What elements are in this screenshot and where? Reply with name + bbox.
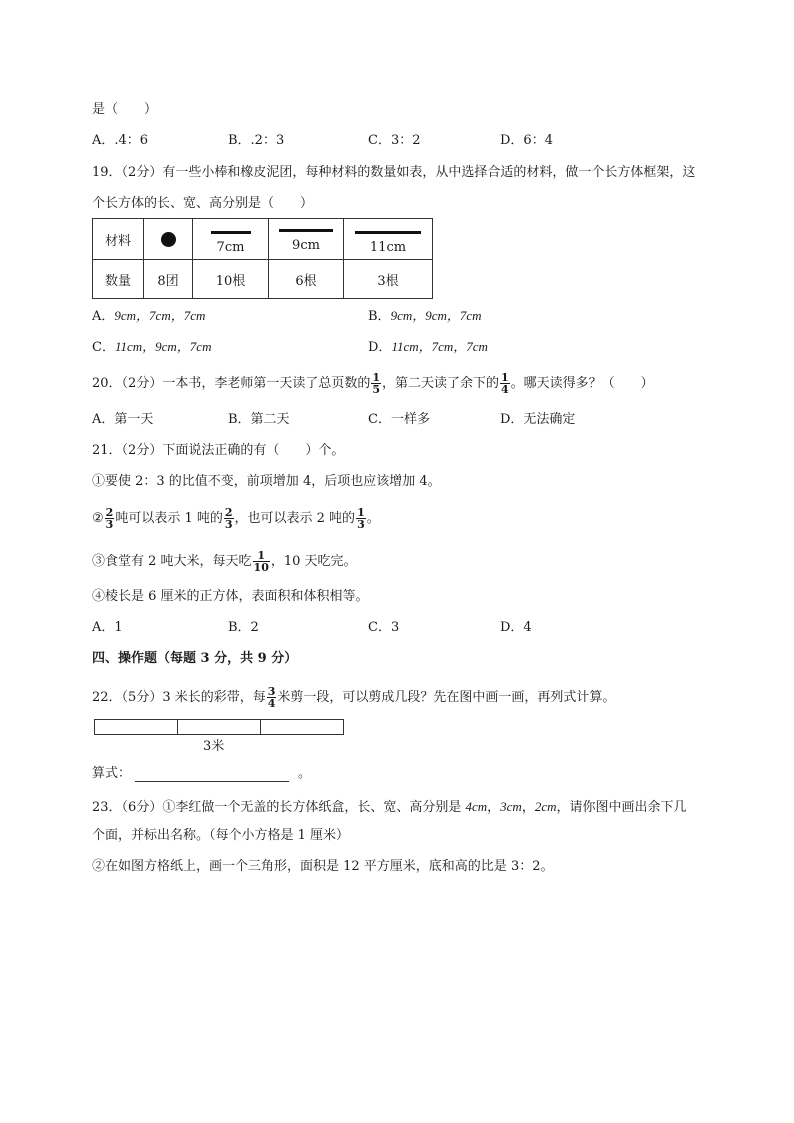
fraction-one-fifth: $\frac{1}{5}$ [372,371,380,396]
fraction-two-thirds: $\frac{2}{3}$ [105,506,114,531]
q19-option-d: D．11cm，7cm，7cm [368,339,488,355]
stick-9cm-icon [279,229,333,232]
q19-option-c: C．11cm，9cm，7cm [92,339,212,355]
section-heading: 四、操作题（每题 3 分，共 9 分） [92,651,298,666]
q21-statement-1: ①要使 2：3 的比值不变，前项增加 4，后项也应该增加 4。 [92,474,441,489]
ribbon-segment-2 [177,719,261,735]
q20-option-d: D．无法确定 [500,412,576,427]
q21-statement-3: ③食堂有 2 吨大米，每天吃 $\frac{1}{10}$ ，10 天吃完。 [92,549,357,574]
fraction-three-fourths: $\frac{3}{4}$ [267,685,276,710]
stick-9cm-cell [269,219,344,260]
q20-option-a: A．第一天 [92,412,154,427]
fraction-two-thirds: $\frac{2}{3}$ [224,506,233,531]
ribbon-length-label: 3米 [203,739,225,754]
fraction-one-third: $\frac{1}{3}$ [357,506,365,531]
q21-statement-2: ② $\frac{2}{3}$ 吨可以表示 1 吨的 $\frac{2}{3}$ ，也可以表示 2 吨的 $\frac{1}{3}$ 。 [92,506,380,531]
formula-end-mark: 。 [298,766,312,781]
q18-option-b: B．.2：3 [228,133,285,148]
fraction-one-fourth: $\frac{1}{4}$ [501,371,509,396]
formula-answer-blank[interactable] [135,780,289,782]
q21-stem: 21．（2分）下面说法正确的有（ ）个。 [92,443,345,458]
stick-7cm-cell [193,219,269,260]
q23-stem-line3: ②在如图方格纸上，画一个三角形，面积是 12 平方厘米，底和高的比是 3：2。 [92,859,554,874]
q21-option-c: C．3 [368,620,400,635]
fraction-one-tenth: $\frac{1}{10}$ [253,549,269,574]
q18-option-c: C．3：2 [368,133,421,148]
q21-statement-4: ④棱长是 6 厘米的正方体，表面积和体积相等。 [92,589,369,604]
q19-option-a: A．9cm，7cm，7cm [92,308,206,324]
q19-stem-line1: 19．（2分）有一些小棒和橡皮泥团，每种材料的数量如表，从中选择合适的材料，做一个长方体框架，这 [92,165,696,180]
q18-stem-tail: 是（ ） [92,102,158,117]
count-clay: 8团 [144,260,193,299]
q20-stem: 20．（2分）一本书，李老师第一天读了总页数的 $\frac{1}{5}$ ，第二天读了余下的 $\frac{1}{4}$ 。哪天读得多？（ ） [92,371,654,396]
q20-option-c: C．一样多 [368,412,430,427]
stick-7cm-icon [211,231,251,234]
q21-option-a: A．1 [92,620,123,635]
count-9cm: 6根 [269,260,344,299]
clay-ball-icon [161,232,176,247]
q18-option-d: D．6：4 [500,133,553,148]
stick-7cm-label: 7cm [216,240,245,255]
formula-label: 算式： [92,766,132,781]
q19-stem-line2: 个长方体的长、宽、高分别是（ ） [92,196,314,211]
q20-option-b: B．第二天 [228,412,290,427]
ribbon-segment-1 [94,719,178,735]
q18-option-a: A．.4：6 [92,133,149,148]
ribbon-segment-3 [260,719,344,735]
q19-materials-table [92,218,433,299]
q23-stem-line1: 23．（6分）①李红做一个无盖的长方体纸盒，长、宽、高分别是 4cm，3cm，2cm，请你图中画出余下几 [92,799,687,815]
clay-ball-cell [144,219,193,260]
q19-option-b: B．9cm，9cm，7cm [368,308,482,324]
q21-option-d: D．4 [500,620,532,635]
table-label-material: 材料 [93,219,144,260]
q21-option-b: B．2 [228,620,259,635]
q22-stem: 22．（5分）3 米长的彩带，每 $\frac{3}{4}$ 米剪一段，可以剪成几段？先在图中画一画，再列式计算。 [92,685,616,710]
count-11cm: 3根 [344,260,433,299]
stick-11cm-icon [355,231,421,234]
stick-11cm-label: 11cm [369,240,407,255]
q23-stem-line2: 个面，并标出名称。（每个小方格是 1 厘米） [92,828,350,843]
table-label-quantity: 数量 [93,260,144,299]
stick-9cm-label: 9cm [292,238,320,253]
stick-11cm-cell [344,219,433,260]
count-7cm: 10根 [193,260,269,299]
